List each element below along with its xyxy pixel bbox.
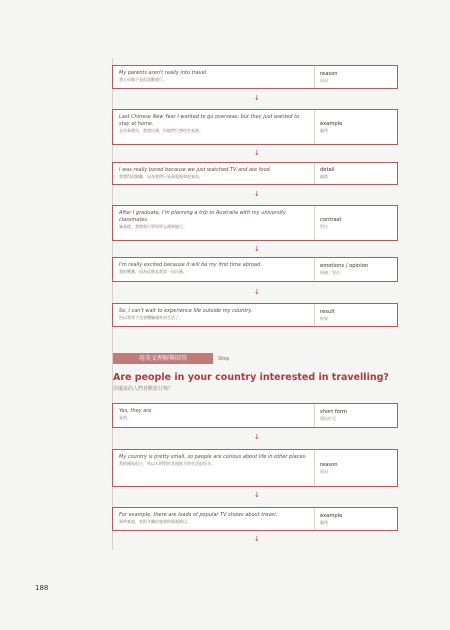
label-english: reason — [320, 461, 338, 468]
label-english: contrast — [320, 216, 342, 223]
down-arrow-icon: ↓ — [254, 245, 260, 253]
label-english: result — [320, 308, 335, 315]
block-text — [113, 163, 314, 184]
block-label — [315, 110, 397, 144]
block-text — [113, 110, 314, 144]
label-chinese: 原因 — [320, 77, 328, 83]
answer-block-example-1 — [112, 109, 398, 145]
block-english: For example, there are loads of popular TV shows about travel. — [119, 512, 278, 518]
block-text — [113, 304, 314, 326]
label-english: emotions / opinion — [320, 263, 369, 269]
block-label — [315, 206, 397, 240]
block-english: After I graduate, I'm planning a trip to Australia with my university classmates. — [119, 210, 286, 223]
block-chinese: 我很興奮，因為這將是我第一次出國。 — [119, 269, 187, 274]
block-text — [113, 66, 314, 88]
block-english: So, I can't wait to experience life outside my country. — [119, 308, 253, 314]
block-text — [113, 450, 314, 486]
question-title: Are people in your country interested in travelling? — [113, 372, 389, 383]
block-label — [315, 508, 397, 530]
answer-block-detail — [112, 162, 398, 185]
answer-block-contrast — [112, 205, 398, 241]
section-banner-sub: Step — [218, 356, 230, 362]
label-chinese: 簡短形式 — [320, 416, 336, 421]
block-text — [113, 508, 314, 530]
block-english: I was really bored because we just watched TV and ate food. — [119, 167, 272, 173]
block-english: I'm really excited because it will be my first time abroad. — [119, 262, 262, 268]
block-chinese: 是的。 — [119, 415, 131, 420]
block-english: Yes, they are. — [119, 408, 153, 414]
label-chinese: 原因 — [320, 468, 328, 474]
block-chinese: 所以我等不及要體驗國外的生活了。 — [119, 315, 183, 320]
block-english: My country is pretty small, so people are curious about life in other places. — [119, 454, 307, 460]
label-english: reason — [320, 70, 338, 77]
label-chinese: 細節 — [320, 174, 328, 179]
block-text — [113, 206, 314, 240]
block-label — [315, 450, 397, 486]
label-chinese: 範例 — [320, 127, 328, 133]
answer-block-emotions — [112, 257, 398, 282]
block-label — [315, 258, 397, 281]
down-arrow-icon: ↓ — [254, 433, 260, 441]
answer-block-reason-2 — [112, 449, 398, 487]
label-english: short form — [320, 409, 348, 415]
answer-block-example-2 — [112, 507, 398, 531]
block-chinese: 我的國家很小，所以人們對於其他地方的生活很好奇。 — [119, 461, 215, 466]
block-chinese: 畢業後，我將與大學同學去澳洲旅行。 — [119, 224, 187, 229]
question-chinese: 你國家的人們喜歡旅行嗎？ — [113, 386, 174, 392]
block-english: Last Chinese New Year I wanted to go overseas, but they just wanted to stay at home. — [119, 114, 300, 127]
answer-block-result — [112, 303, 398, 327]
label-english: example — [320, 512, 343, 519]
label-chinese: 結果 — [320, 315, 328, 321]
label-english: detail — [320, 167, 335, 173]
page-number: 188 — [35, 584, 49, 592]
block-chinese: 去年新曆年，我想出國，但他們只想待在家裡。 — [119, 128, 203, 133]
block-label — [315, 163, 397, 184]
label-chinese: 對比 — [320, 223, 328, 229]
label-chinese: 情緒／想法 — [320, 270, 340, 275]
down-arrow-icon: ↓ — [254, 149, 260, 157]
block-chinese: 我覺得很無聊，因為我們只是看電視和吃東西。 — [119, 174, 203, 179]
label-chinese: 範例 — [320, 519, 328, 525]
block-text — [113, 404, 314, 427]
down-arrow-icon: ↓ — [254, 190, 260, 198]
block-chinese: 舉例來說，有很多關於旅遊的電視節目。 — [119, 519, 191, 524]
label-english: example — [320, 120, 343, 127]
block-label — [315, 304, 397, 326]
down-arrow-icon: ↓ — [254, 94, 260, 102]
block-text — [113, 258, 314, 281]
down-arrow-icon: ↓ — [254, 288, 260, 296]
down-arrow-icon: ↓ — [254, 535, 260, 543]
answer-block-reason-1 — [112, 65, 398, 89]
block-chinese: 我父母親不是很喜歡旅行。 — [119, 77, 167, 82]
block-label — [315, 404, 397, 427]
block-label — [315, 66, 397, 88]
down-arrow-icon: ↓ — [254, 491, 260, 499]
answer-block-short-form — [112, 403, 398, 428]
section-banner: 用英文理解與回答 — [113, 353, 213, 364]
block-english: My parents aren't really into travel. — [119, 70, 208, 76]
